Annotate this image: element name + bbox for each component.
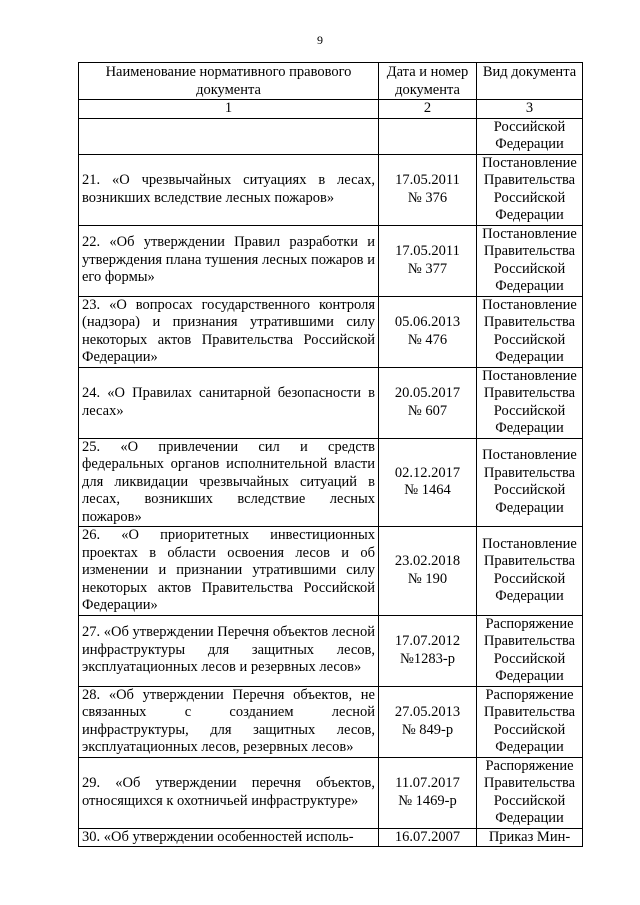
document-kind-line: Российской xyxy=(493,331,566,348)
document-name: 30. «Об утверждении особенностей исполь- xyxy=(79,828,379,847)
document-kind-line: Правительства xyxy=(483,553,576,570)
document-kind xyxy=(477,154,583,225)
document-date: 11.07.2017 xyxy=(395,775,460,791)
document-kind-line: Российской xyxy=(493,650,566,667)
document-kind xyxy=(477,527,583,616)
document-kind-line: Постановление xyxy=(482,296,577,313)
header-date: Дата и номер документа xyxy=(379,63,477,100)
document-kind-line: Правительства xyxy=(483,243,576,259)
document-name xyxy=(79,118,379,154)
document-kind-line: Постановление xyxy=(482,535,577,552)
document-kind xyxy=(477,296,583,367)
document-date: 20.05.2017 xyxy=(394,385,461,401)
document-number: № 476 xyxy=(407,331,448,348)
document-kind xyxy=(477,438,583,527)
column-number-2: 2 xyxy=(379,100,477,119)
document-kind-line: Постановление xyxy=(482,367,577,384)
document-date-number xyxy=(379,225,477,296)
table-row xyxy=(79,828,583,847)
document-date-number xyxy=(379,828,477,847)
document-kind-line: Российской xyxy=(493,482,566,499)
document-kind-line: Федерации xyxy=(495,499,564,516)
document-kind-line: Правительства xyxy=(483,633,576,649)
document-number: № 376 xyxy=(407,189,448,206)
page-number: 9 xyxy=(317,33,323,47)
document-kind-line: Постановление xyxy=(482,225,577,242)
document-kind-line: Федерации xyxy=(495,810,564,826)
document-name: 21. «О чрезвычайных ситуациях в лесах, возникших вследствие лесных пожаров» xyxy=(79,154,379,225)
document-kind-line: Постановление xyxy=(482,154,577,171)
document-kind-line: Правительства xyxy=(483,704,576,720)
document-date: 17.05.2011 xyxy=(395,243,460,259)
document-name: 29. «Об утверждении перечня объектов, относящихся к охотничьей инфраструктуре» xyxy=(79,757,379,828)
document-date: 17.07.2012 xyxy=(394,633,461,649)
document-kind-line: Федерации xyxy=(495,349,564,365)
document-kind xyxy=(477,118,583,154)
document-kind-line: Приказ Мин- xyxy=(488,828,571,845)
table-row xyxy=(79,686,583,757)
column-number-1: 1 xyxy=(79,100,379,119)
document-kind-line: Федерации xyxy=(495,278,564,294)
document-date: 02.12.2017 xyxy=(394,464,461,481)
document-kind-line: Российской xyxy=(493,189,566,206)
document-name: 23. «О вопросах государственного контроля (надзора) и признания утратившими силу некоторых актов Правительства Российской Федерации» xyxy=(79,296,379,367)
column-number-3: 3 xyxy=(477,100,583,119)
document-kind-line: Правительства xyxy=(483,464,576,481)
document-kind-line: Правительства xyxy=(483,775,576,791)
document-date: 05.06.2013 xyxy=(394,314,461,330)
document-date-number xyxy=(379,154,477,225)
document-date: 23.02.2018 xyxy=(394,553,461,570)
document-date-number xyxy=(379,438,477,527)
document-kind-line: Распоряжение xyxy=(485,757,574,774)
document-date-number xyxy=(379,296,477,367)
document-kind-line: Федерации xyxy=(495,739,564,755)
document-kind xyxy=(477,686,583,757)
document-kind-line: Распоряжение xyxy=(485,686,574,703)
document-kind xyxy=(477,615,583,686)
document-date-number xyxy=(379,757,477,828)
document-kind-line: Российской xyxy=(493,570,566,587)
document-kind-line: Федерации xyxy=(495,420,564,436)
documents-table xyxy=(78,62,583,847)
document-kind-line: Правительства xyxy=(483,314,576,330)
document-number: № 377 xyxy=(407,260,448,277)
document-date: 16.07.2007 xyxy=(394,828,461,845)
document-number: № 190 xyxy=(407,570,448,587)
document-kind-line: Правительства xyxy=(483,172,576,188)
document-name: 25. «О привлечении сил и средств федеральных органов исполнительной власти для ликвидации чрезвычайных ситуаций в лесах, возникших вследствие лесных пожаров» xyxy=(79,438,379,527)
document-kind-line: Российской xyxy=(493,721,566,738)
document-date-number xyxy=(379,686,477,757)
document-number: № 1464 xyxy=(404,482,451,499)
table-header-row xyxy=(79,63,583,100)
table-row xyxy=(79,296,583,367)
document-name: 22. «Об утверждении Правил разработки и утверждения плана тушения лесных пожаров и его формы» xyxy=(79,225,379,296)
document-kind-line: Федерации xyxy=(495,136,564,152)
document-kind-line: Федерации xyxy=(495,668,564,684)
document-kind xyxy=(477,367,583,438)
column-number-row xyxy=(79,100,583,119)
document-kind-line: Российской xyxy=(493,118,566,135)
document-number: № 849-р xyxy=(401,721,454,738)
document-kind-line: Распоряжение xyxy=(485,615,574,632)
document-name: 28. «Об утверждении Перечня объектов, не связанных с созданием лесной инфраструктуры, для защитных лесов, эксплуатационных лесов, резервных лесов» xyxy=(79,686,379,757)
document-kind xyxy=(477,828,583,847)
document-kind-line: Российской xyxy=(493,260,566,277)
table-row xyxy=(79,225,583,296)
document-name: 27. «Об утверждении Перечня объектов лесной инфраструктуры для защитных лесов, эксплуатационных лесов и резервных лесов» xyxy=(79,615,379,686)
document-number: № 607 xyxy=(407,402,448,419)
document-number: № 1469-р xyxy=(398,792,457,809)
header-name: Наименование нормативного правового документа xyxy=(79,63,379,100)
document-kind-line: Федерации xyxy=(495,207,564,223)
document-kind xyxy=(477,225,583,296)
table-row xyxy=(79,118,583,154)
document-kind-line: Федерации xyxy=(495,588,564,605)
document-kind-line: Постановление xyxy=(482,447,577,464)
document-kind-line: Правительства xyxy=(483,385,576,401)
document-date: 17.05.2011 xyxy=(395,172,460,188)
document-kind-line: Российской xyxy=(493,402,566,419)
document-date: 27.05.2013 xyxy=(394,704,461,720)
document-name: 24. «О Правилах санитарной безопасности в лесах» xyxy=(79,367,379,438)
document-kind-line: Российской xyxy=(493,792,566,809)
header-kind: Вид документа xyxy=(477,63,583,100)
table-row xyxy=(79,438,583,527)
table-row xyxy=(79,615,583,686)
document-date-number xyxy=(379,527,477,616)
table-row xyxy=(79,527,583,616)
document-date-number xyxy=(379,615,477,686)
table-row xyxy=(79,367,583,438)
table-row xyxy=(79,154,583,225)
document-name: 26. «О приоритетных инвестиционных проектах в области освоения лесов и об изменении и признании утратившими силу некоторых актов Правительства Российской Федерации» xyxy=(79,527,379,616)
document-date-number xyxy=(379,118,477,154)
document-kind xyxy=(477,757,583,828)
document-number: №1283-р xyxy=(400,650,455,667)
table-row xyxy=(79,757,583,828)
document-date-number xyxy=(379,367,477,438)
